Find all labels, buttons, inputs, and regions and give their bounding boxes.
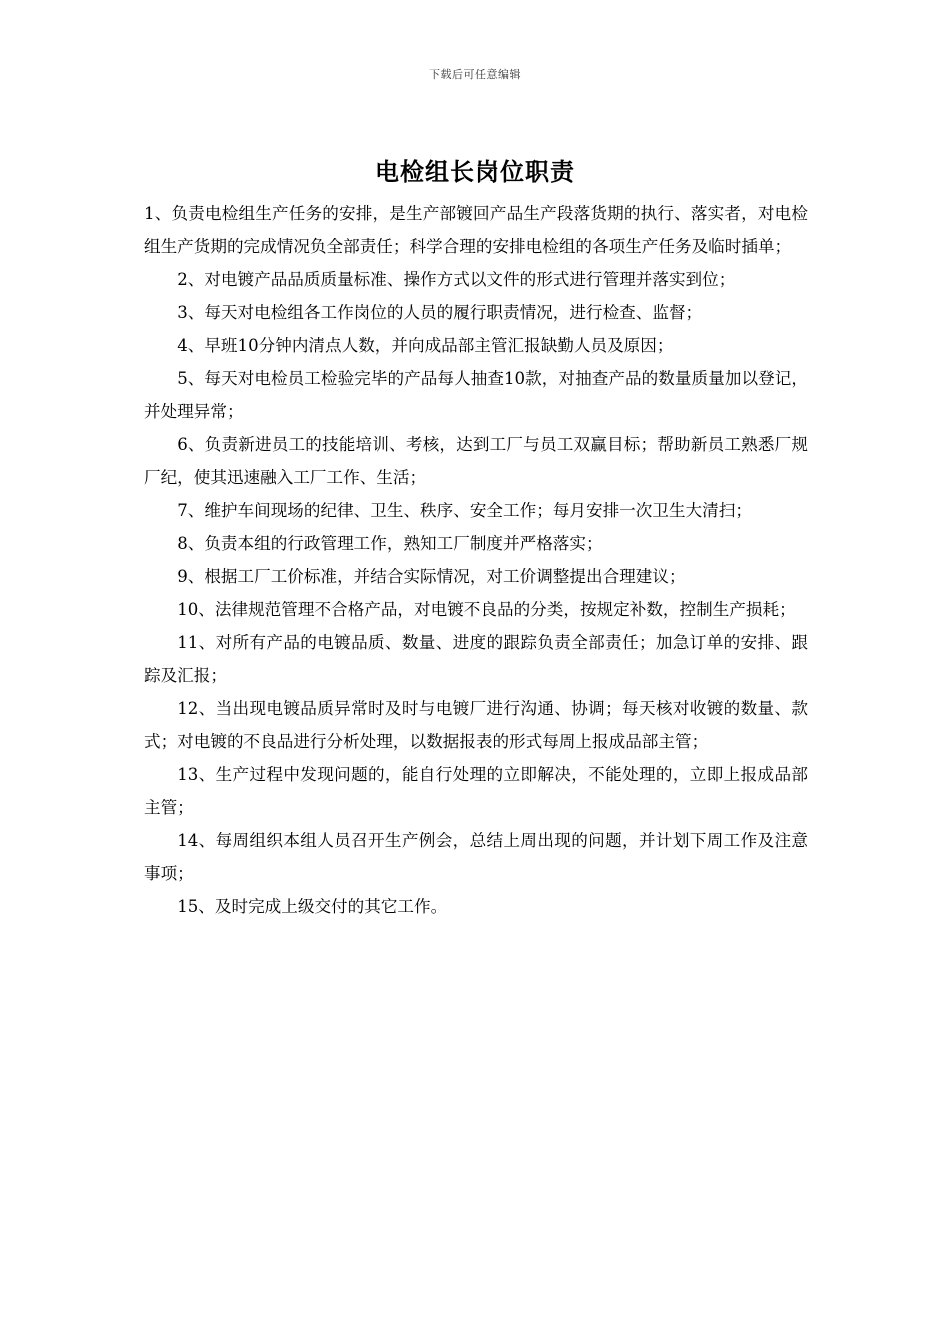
duty-item-15: 15、及时完成上级交付的其它工作。 (177, 897, 448, 916)
page-header-note: 下载后可任意编辑 (429, 68, 521, 81)
duty-item-7: 7、维护车间现场的纪律、卫生、秩序、安全工作；每月安排一次卫生大清扫； (177, 501, 752, 520)
document-title: 电检组长岗位职责 (375, 157, 575, 186)
document-body (144, 197, 808, 923)
duty-item-9: 9、根据工厂工价标准，并结合实际情况，对工价调整提出合理建议； (177, 567, 686, 586)
duty-item-8: 8、负责本组的行政管理工作，熟知工厂制度并严格落实； (177, 534, 603, 553)
duty-item-12: 12、当出现电镀品质异常时及时与电镀厂进行沟通、协调；每天核对收镀的数量、款式；对电镀的不良品进行分析处理，以数据报表的形式每周上报成品部主管； (144, 699, 808, 751)
duty-item-2: 2、对电镀产品品质质量标准、操作方式以文件的形式进行管理并落实到位； (177, 270, 736, 289)
duty-item-5: 5、每天对电检员工检验完毕的产品每人抽查10款，对抽查产品的数量质量加以登记，并处理异常； (144, 369, 808, 421)
duty-item-13: 13、生产过程中发现问题的，能自行处理的立即解决，不能处理的，立即上报成品部主管； (144, 765, 808, 817)
duty-item-14: 14、每周组织本组人员召开生产例会，总结上周出现的问题，并计划下周工作及注意事项； (144, 831, 808, 883)
duty-item-11: 11、对所有产品的电镀品质、数量、进度的跟踪负责全部责任；加急订单的安排、跟踪及汇报； (144, 633, 808, 685)
duty-item-4: 4、早班10分钟内清点人数，并向成品部主管汇报缺勤人员及原因； (177, 336, 674, 355)
duty-item-3: 3、每天对电检组各工作岗位的人员的履行职责情况，进行检查、监督； (177, 303, 703, 322)
duty-item-1: 1、负责电检组生产任务的安排，是生产部镀回产品生产段落货期的执行、落实者，对电检组生产货期的完成情况负全部责任；科学合理的安排电检组的各项生产任务及临时插单； (144, 204, 808, 256)
duty-item-10: 10、法律规范管理不合格产品，对电镀不良品的分类，按规定补数，控制生产损耗； (177, 600, 796, 619)
duty-item-6: 6、负责新进员工的技能培训、考核，达到工厂与员工双赢目标；帮助新员工熟悉厂规厂纪，使其迅速融入工厂工作、生活； (144, 435, 808, 487)
